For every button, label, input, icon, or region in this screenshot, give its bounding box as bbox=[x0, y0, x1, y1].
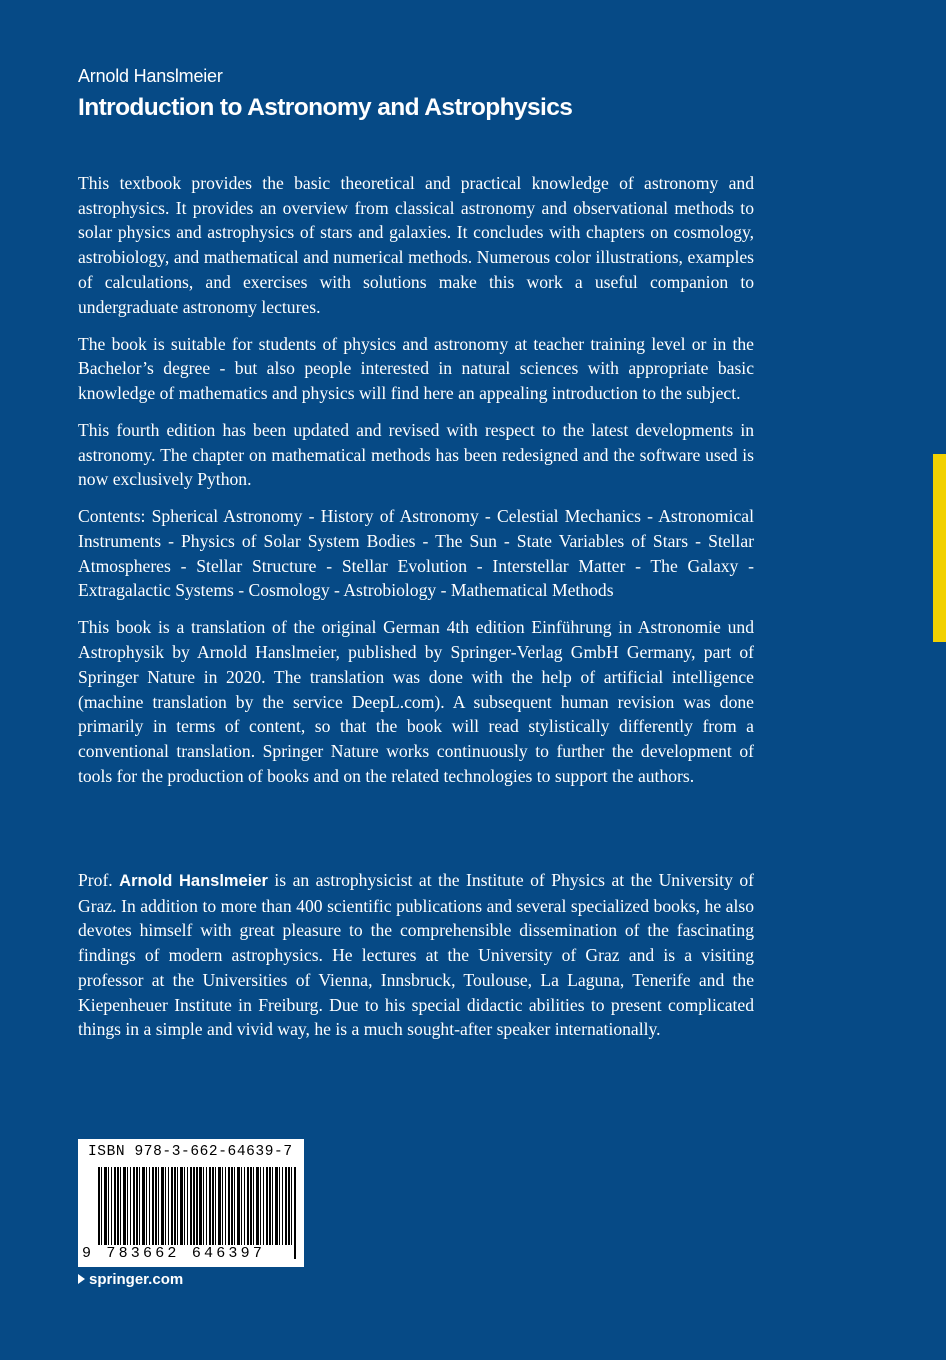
book-title: Introduction to Astronomy and Astrophysics bbox=[78, 94, 573, 121]
contents-paragraph: Contents: Spherical Astronomy - History of Astronomy - Celestial Mechanics - Astronomical Instruments - Physics of Solar System Bodies - The Sun - State Variables of Stars - Stellar Atmospheres - Stellar Structure - Stellar Evolution - Interstellar Matter - The Galaxy - Extragalactic Systems - Cosmology - Astrobiology - Mathematical Methods bbox=[78, 506, 754, 601]
bio-author-name: Arnold Hanslmeier bbox=[119, 872, 268, 890]
ean-digits: 9 783662 646397 bbox=[82, 1245, 266, 1262]
description-paragraph-1: This textbook provides the basic theoretical and practical knowledge of astronomy and astrophysics. It provides an overview from classical astronomy and observational methods to solar physics and astrophysics of stars and galaxies. It concludes with chapters on cosmology, astrobiology, and mathematical and numerical methods. Numerous color illustrations, examples of calculations, and exercises with solutions make this work a useful companion to undergraduate astronomy lectures. bbox=[78, 173, 754, 317]
description-paragraph-2: The book is suitable for students of physics and astronomy at teacher training level or in the Bachelor’s degree - but also people interested in natural sciences with appropriate basic knowledge of mathematics and physics will find here an appealing introduction to the subject. bbox=[78, 333, 754, 403]
isbn-label: ISBN 978-3-662-64639-7 bbox=[88, 1144, 293, 1160]
isbn-barcode bbox=[78, 1139, 304, 1267]
translation-note-paragraph: This book is a translation of the original German 4th edition Einführung in Astronomie und Astrophysik by Arnold Hanslmeier, published by Springer-Verlag GmbH Germany, part of Springer Nature in 2020. The translation was done with the help of artificial intelligence (machine translation by the service DeepL.com). A subsequent human revision was done primarily in terms of content, so that the book will read stylistically differently from a conventional translation. Springer Nature works continuously to further the development of tools for the production of books and on the related technologies to support the authors. bbox=[78, 617, 754, 786]
barcode-guard-right bbox=[294, 1167, 296, 1259]
bio-text: is an astrophysicist at the Institute of Physics at the University of Graz. In addition to more than 400 scientific publications and several specialized books, he also devotes himself with great pleasure to the comprehensible dissemination of the fascinating findings of modern astrophysics. He lectures at the University of Graz and is a visiting professor at the Universities of Vienna, Innsbruck, Toulouse, La Laguna, Tenerife and the Kiepenheuer Institute in Freiburg. Due to his special didactic abilities to present complicated things in a simple and vivid way, he is a much sought-after speaker internationally. bbox=[78, 870, 754, 1040]
description-paragraph-3: This fourth edition has been updated and revised with respect to the latest developments in astronomy. The chapter on mathematical methods has been redesigned and the software used is now exclusively Python. bbox=[78, 419, 754, 490]
accent-bar bbox=[933, 454, 946, 642]
publisher-link-text: springer.com bbox=[89, 1271, 184, 1288]
publisher-link[interactable] bbox=[78, 1271, 183, 1288]
arrow-right-icon bbox=[78, 1274, 85, 1284]
author-bio bbox=[78, 868, 754, 1054]
bio-prefix: Prof. bbox=[78, 870, 113, 890]
author-name: Arnold Hanslmeier bbox=[78, 66, 223, 86]
description bbox=[78, 171, 754, 801]
